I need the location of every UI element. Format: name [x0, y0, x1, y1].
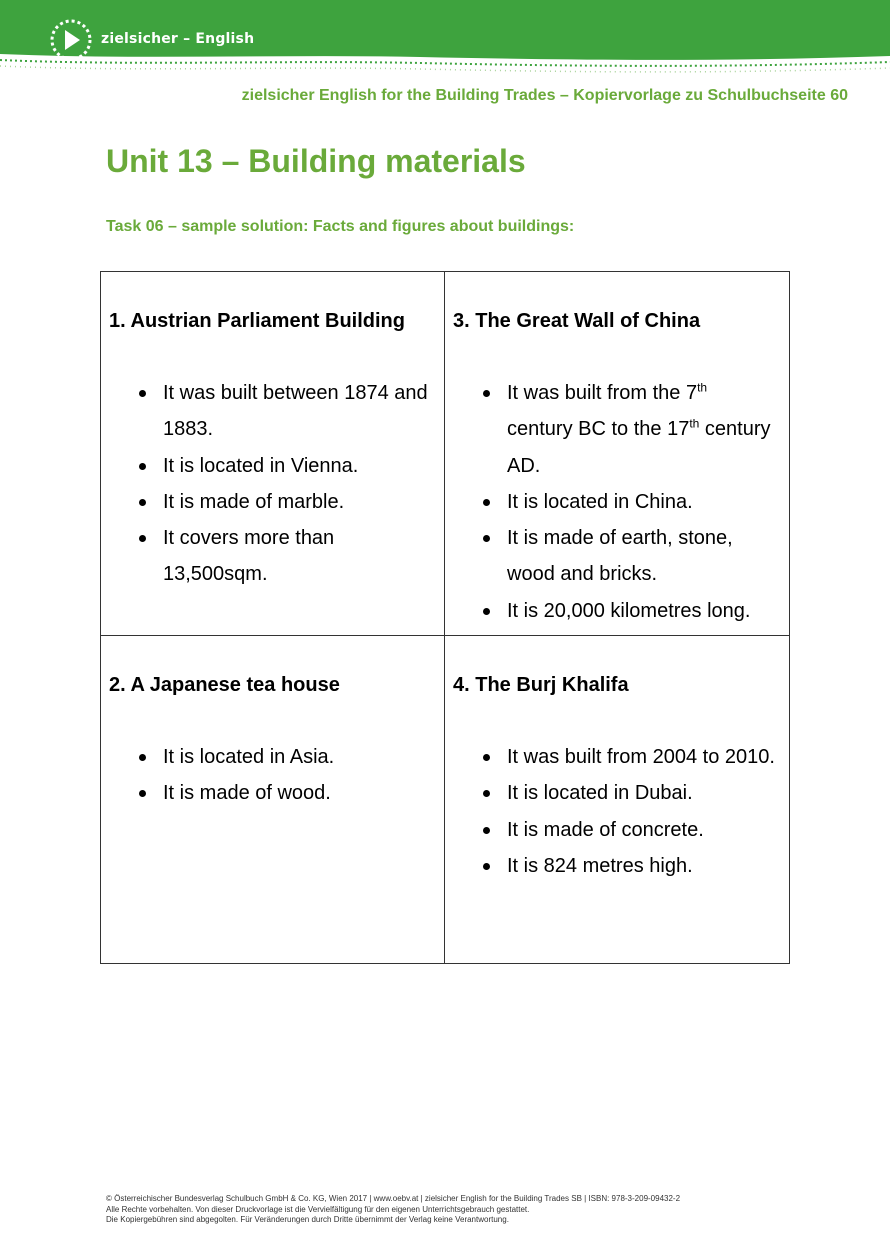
cell-burj-khalifa	[445, 636, 789, 963]
fact-item: It is located in China.	[445, 484, 785, 520]
fact-item: It is made of earth, stone, wood and bricks.	[445, 520, 785, 593]
fact-text: century AD.	[507, 418, 771, 477]
fact-item: It is 824 metres high.	[445, 848, 785, 884]
fact-item: It is made of concrete.	[445, 812, 785, 848]
fact-item: It is located in Asia.	[101, 739, 441, 775]
cell-austrian-parliament	[101, 272, 445, 636]
brand-logo-text: zielsicher – English	[101, 31, 255, 47]
footer-line: Die Kopiergebühren sind abgegolten. Für Veränderungen durch Dritte übernimmt der Verlag keine Verantwortung.	[106, 1215, 509, 1224]
copyright-footer	[106, 1194, 680, 1226]
fact-item: It was built between 1874 and 1883.	[101, 375, 441, 448]
footer-line: Alle Rechte vorbehalten. Von dieser Druckvorlage ist die Vervielfältigung für den eigenen Unterrichtsgebrauch gestattet.	[106, 1204, 530, 1214]
superscript: th	[689, 416, 700, 431]
facts-table	[100, 271, 790, 964]
task-heading: Task 06 – sample solution: Facts and figures about buildings:	[106, 218, 575, 235]
fact-item: It is made of marble.	[101, 484, 441, 520]
fact-list	[445, 739, 785, 884]
header-title: zielsicher English for the Building Trades – Kopiervorlage zu Schulbuchseite 60	[241, 87, 848, 104]
fact-item: It was built from 2004 to 2010.	[445, 739, 785, 775]
fact-text: century BC to the 17	[507, 418, 690, 441]
fact-item: It is located in Vienna.	[101, 448, 441, 484]
superscript: th	[697, 380, 708, 395]
fact-list	[445, 375, 785, 629]
fact-list	[101, 739, 441, 812]
fact-item	[445, 375, 785, 484]
cell-title: 3. The Great Wall of China	[453, 310, 701, 332]
fact-item: It is 20,000 kilometres long.	[445, 593, 785, 629]
footer-line: © Österreichischer Bundesverlag Schulbuch GmbH & Co. KG, Wien 2017 | www.oebv.at | zielsicher English for the Building Trades SB | ISBN: 978-3-209-09432-2	[106, 1194, 681, 1203]
unit-title: Unit 13 – Building materials	[106, 143, 526, 179]
fact-list	[101, 375, 441, 593]
fact-text: It was built from the 7	[507, 382, 698, 404]
cell-title: 2. A Japanese tea house	[109, 674, 340, 696]
fact-item: It is made of wood.	[101, 775, 441, 811]
cell-title: 1. Austrian Parliament Building	[109, 310, 405, 332]
cell-japanese-tea-house	[101, 636, 445, 963]
fact-item: It is located in Dubai.	[445, 775, 785, 811]
fact-item: It covers more than 13,500sqm.	[101, 520, 441, 593]
cell-title: 4. The Burj Khalifa	[453, 674, 629, 696]
cell-great-wall	[445, 272, 789, 636]
